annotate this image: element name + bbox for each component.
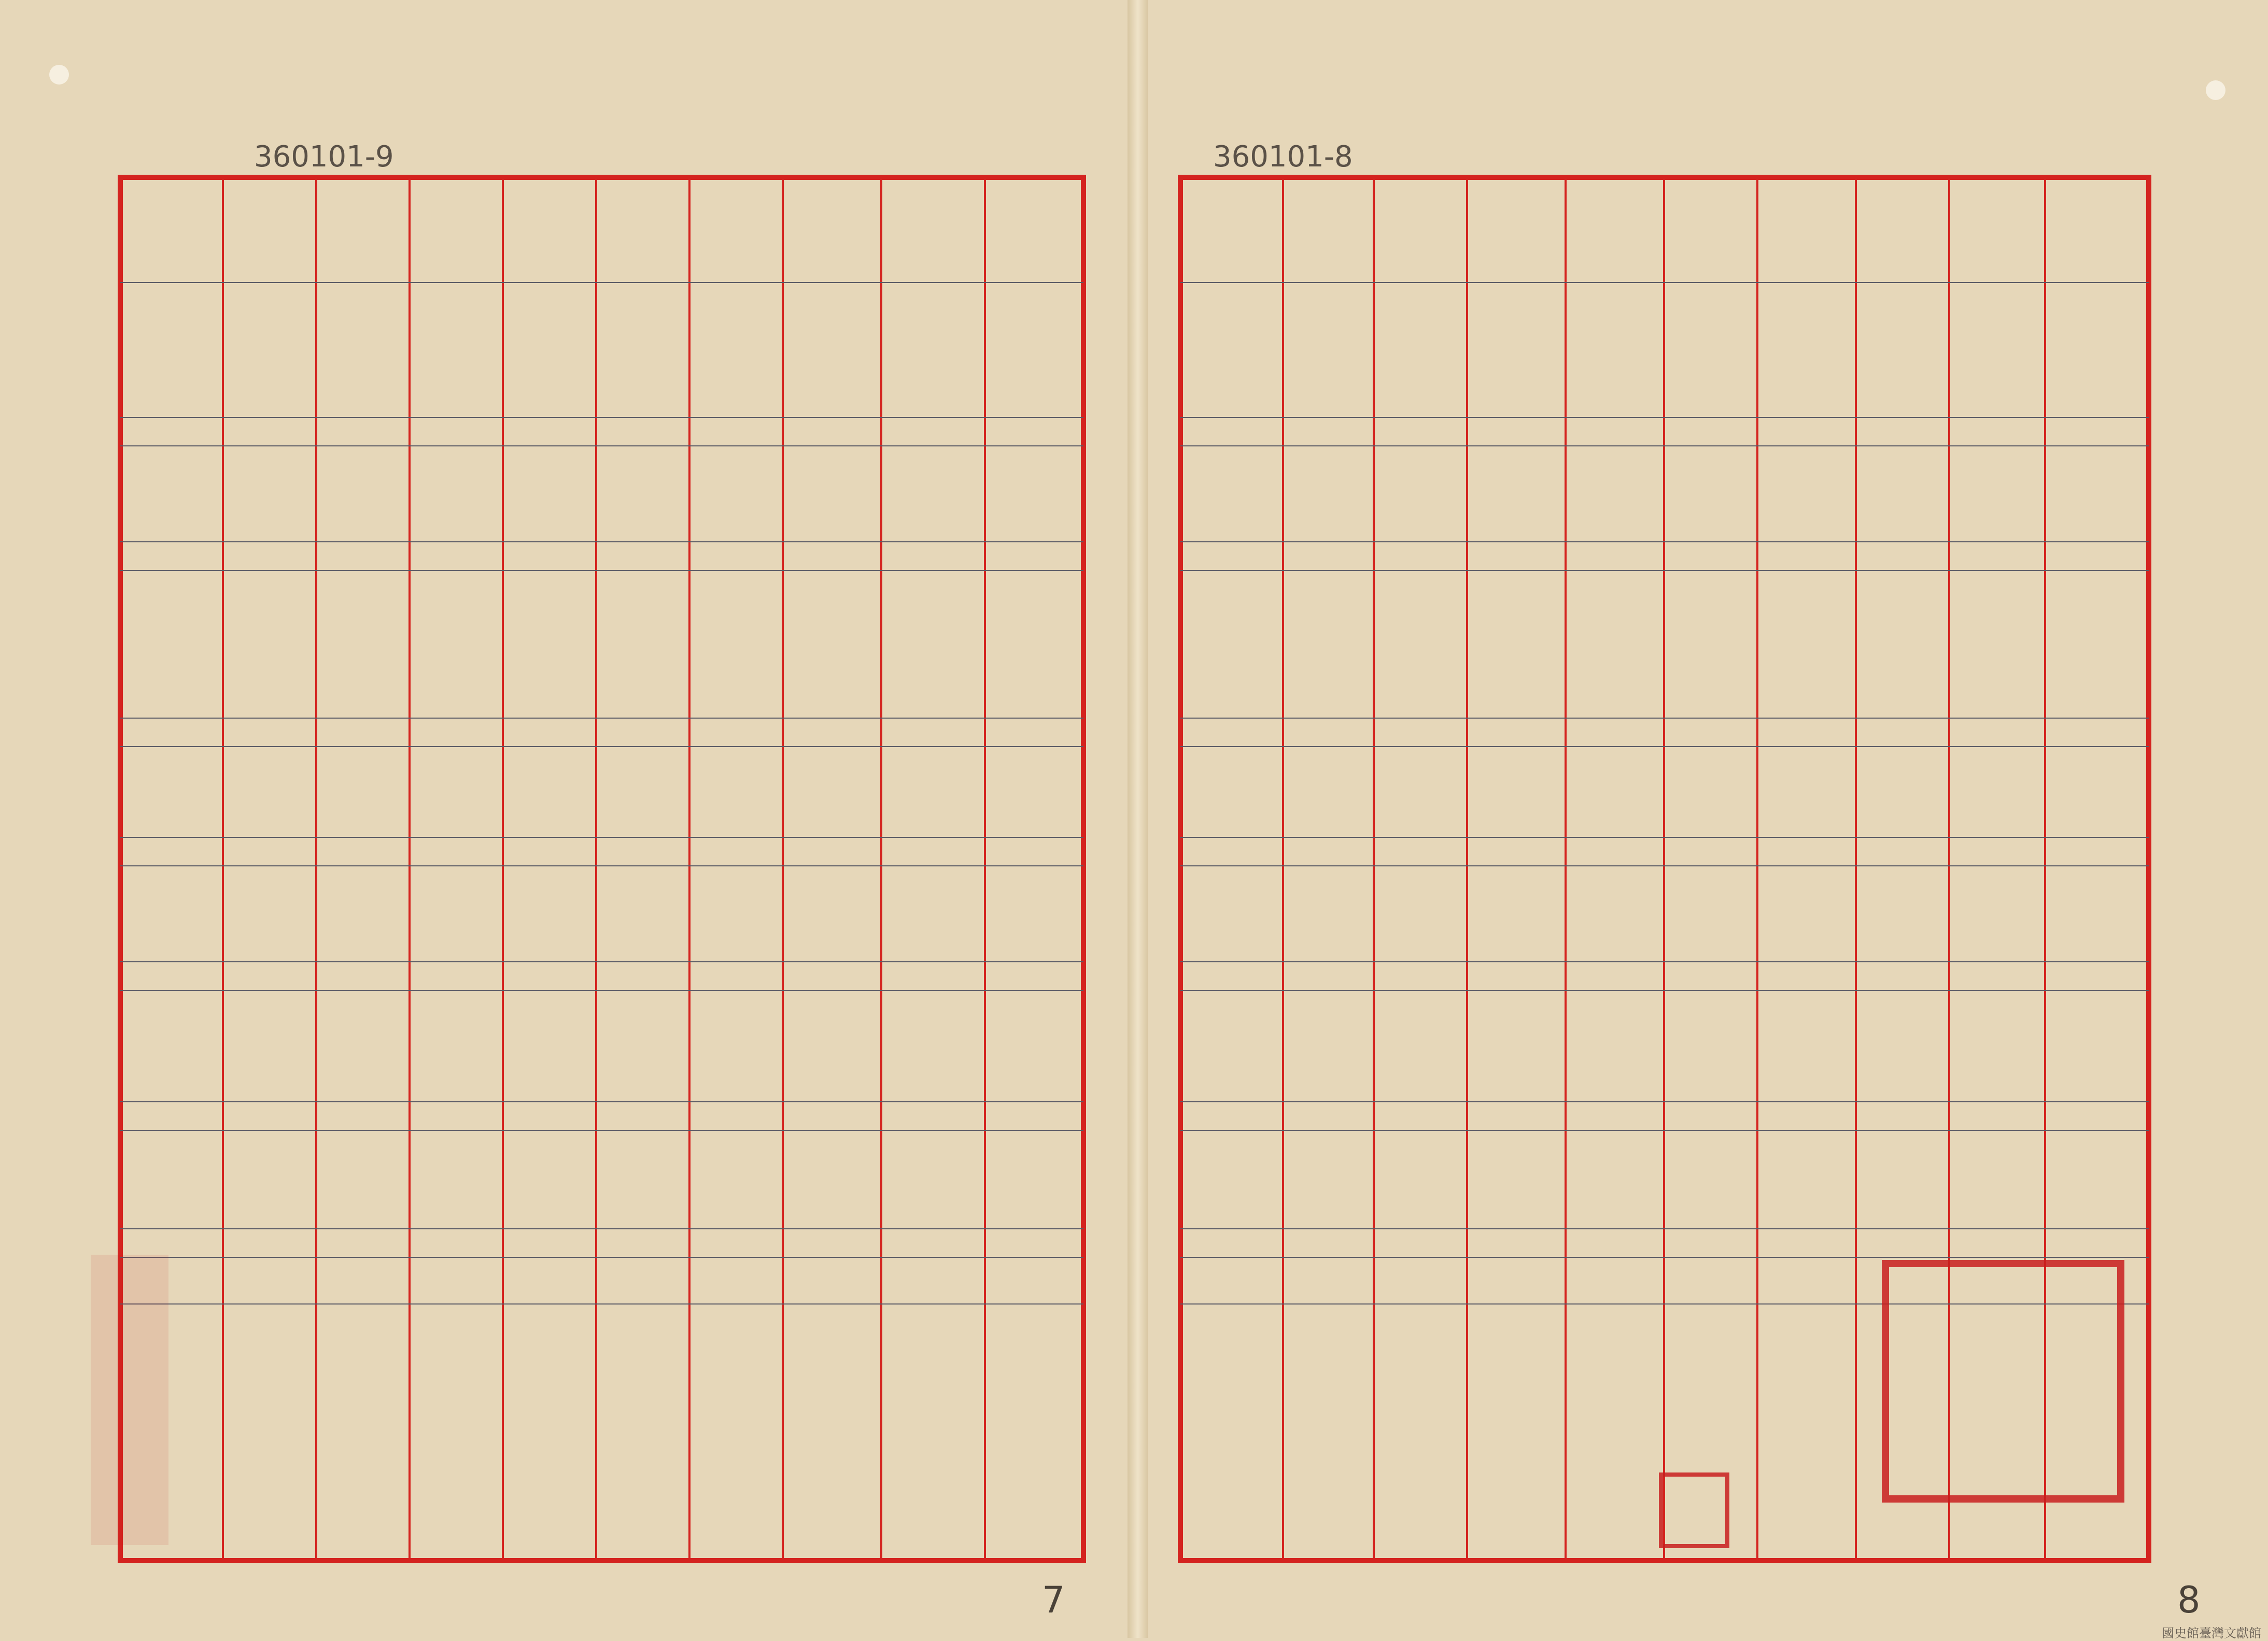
small-seal: [1659, 1472, 1729, 1548]
archive-stamp: [91, 1255, 168, 1545]
left-page-code: 360101-9: [254, 140, 394, 174]
right-page-mark: 8: [2177, 1579, 2201, 1621]
official-seal: [1882, 1260, 2124, 1503]
right-page-code: 360101-8: [1213, 140, 1353, 174]
archive-watermark: 國史館臺灣文獻館: [2162, 1626, 2261, 1640]
left-page-mark: 7: [1042, 1579, 1065, 1621]
